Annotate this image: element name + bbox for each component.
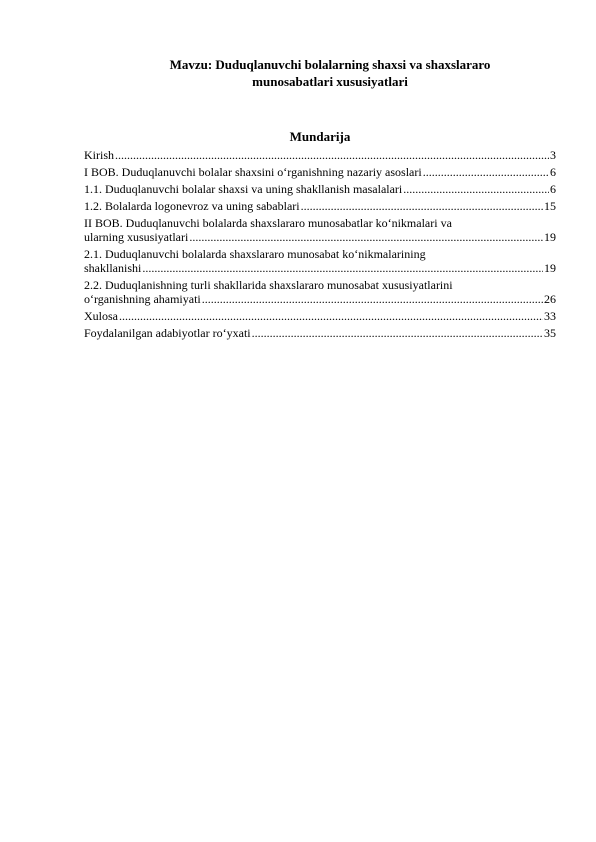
toc-entry-text: I BOB. Duduqlanuvchi bolalar shaxsini o‘rganishning nazariy asoslari (84, 165, 422, 179)
toc-heading: Mundarija (289, 129, 351, 144)
toc-entry-page: 19 (544, 230, 556, 244)
toc-entry-page: 6 (550, 182, 556, 196)
toc-entry-section-2-1[interactable] (84, 247, 556, 275)
toc-entry-page: 6 (550, 165, 556, 179)
toc-entry-page: 19 (544, 261, 556, 275)
toc-entry-first-line: 2.2. Duduqlanishning turli shakllarida shaxslararo munosabat xususiyatlarini (84, 278, 453, 292)
toc-entry-page: 33 (544, 309, 556, 323)
toc-entry-text: o‘rganishning ahamiyati (84, 292, 201, 306)
toc-entry-first-line: 2.1. Duduqlanuvchi bolalarda shaxslararo munosabat ko‘nikmalarining (84, 247, 426, 261)
toc-entry-page: 26 (544, 292, 556, 306)
document-title (120, 56, 540, 90)
dot-leader (119, 309, 543, 323)
dot-leader (252, 326, 543, 340)
toc-entry-page: 3 (550, 148, 556, 162)
toc-entry-page: 35 (544, 326, 556, 340)
dot-leader (202, 292, 543, 306)
dot-leader (423, 165, 549, 179)
toc-entry-section-1-2[interactable] (84, 199, 556, 213)
table-of-contents (84, 148, 556, 343)
toc-entry-text: 1.2. Bolalarda logonevroz va uning sabablari (84, 199, 300, 213)
toc-entry-text: Kirish (84, 148, 114, 162)
toc-entry-chapter-2[interactable] (84, 216, 556, 244)
toc-entry-section-1-1[interactable] (84, 182, 556, 196)
document-title-line-1: Mavzu: Duduqlanuvchi bolalarning shaxsi va shaxslararo (169, 57, 491, 72)
dot-leader (142, 261, 543, 275)
dot-leader (189, 230, 543, 244)
toc-entry-xulosa[interactable] (84, 309, 556, 323)
toc-entry-page: 15 (544, 199, 556, 213)
dot-leader (403, 182, 549, 196)
toc-entry-text: Xulosa (84, 309, 118, 323)
toc-entry-text: 1.1. Duduqlanuvchi bolalar shaxsi va uning shakllanish masalalari (84, 182, 403, 196)
toc-entry-text: ularning xususiyatlari (84, 230, 189, 244)
dot-leader (301, 199, 543, 213)
toc-entry-text: shakllanishi (84, 261, 142, 275)
toc-entry-text: Foydalanilgan adabiyotlar ro‘yxati (84, 326, 251, 340)
toc-entry-first-line: II BOB. Duduqlanuvchi bolalarda shaxslararo munosabatlar ko‘nikmalari va (84, 216, 452, 230)
toc-entry-chapter-1[interactable] (84, 165, 556, 179)
toc-entry-kirish[interactable] (84, 148, 556, 162)
toc-entry-section-2-2[interactable] (84, 278, 556, 306)
toc-entry-references[interactable] (84, 326, 556, 340)
document-title-line-2: munosabatlari xususiyatlari (252, 74, 408, 89)
dot-leader (115, 148, 549, 162)
